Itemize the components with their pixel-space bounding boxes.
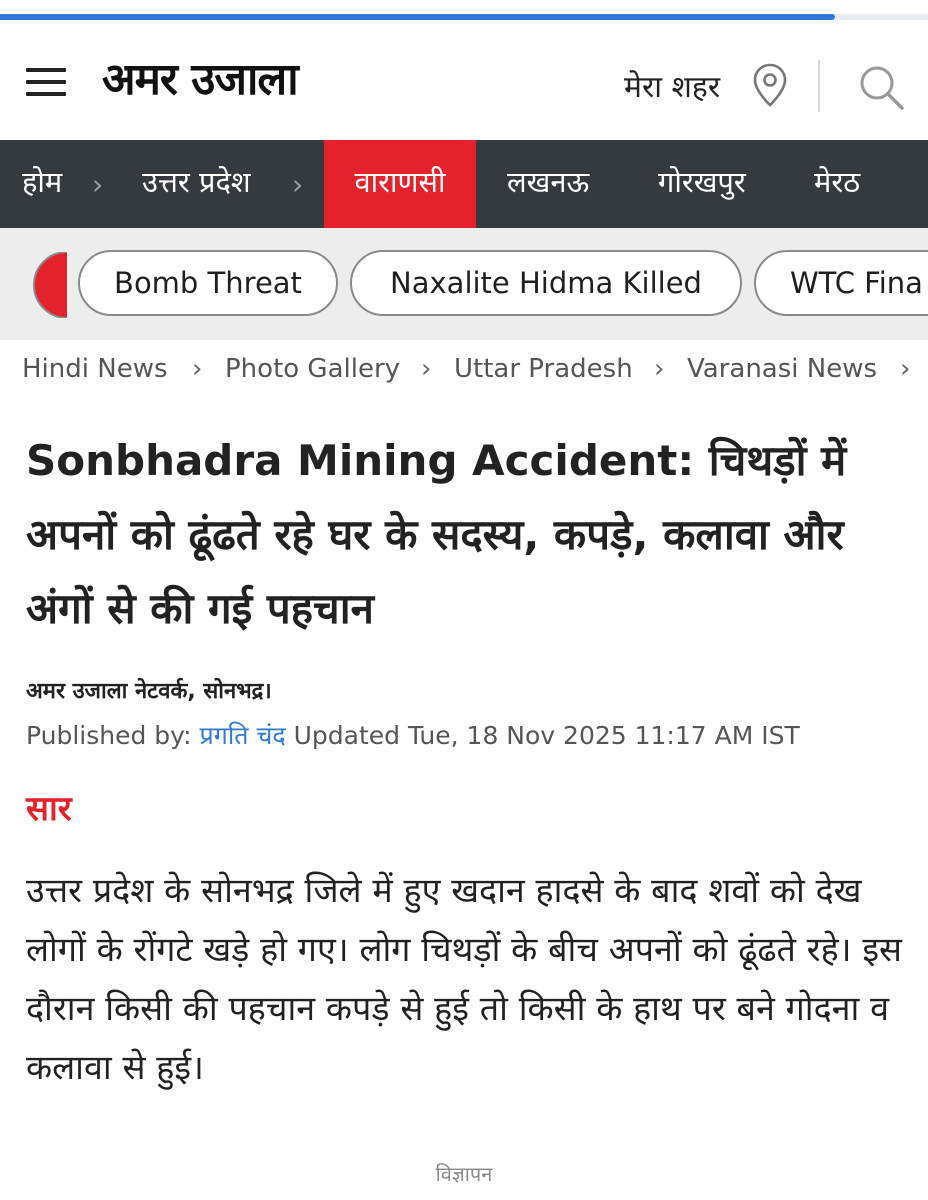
article-summary: उत्तर प्रदेश के सोनभद्र जिले में हुए खदान हादसे के बाद शवों को देख लोगों के रोंगटे खड़े हो गए। लोग चिथड़ों के बीच अपनों को ढूंढते रहे। इस दौरान किसी की पहचान कपड़े से हुई तो किसी के हाथ पर बने गोदना व कलावा से हुई। xyxy=(26,871,903,1088)
nav-chevron-icon: › xyxy=(92,168,104,201)
published-prefix: Published by: xyxy=(26,721,200,750)
breadcrumb-item-uttar-pradesh[interactable]: Uttar Pradesh xyxy=(454,354,633,384)
site-logo[interactable]: अमर उजाला xyxy=(102,54,298,105)
article-title: Sonbhadra Mining Accident: चिथड़ों में अपनों को ढूंढते रहे घर के सदस्य, कपड़े, कलावा और अंगों से की गई पहचान xyxy=(26,436,847,633)
breadcrumb-separator-icon: › xyxy=(421,354,432,384)
my-city-label[interactable]: मेरा शहर xyxy=(624,70,721,105)
tag-naxalite-hidma-killed[interactable]: Naxalite Hidma Killed xyxy=(350,250,742,316)
breadcrumb-separator-icon: › xyxy=(900,354,911,384)
breadcrumb-separator-icon: › xyxy=(654,354,665,384)
nav-item-home[interactable]: होम xyxy=(22,165,63,199)
article-published-info xyxy=(26,716,800,756)
summary-heading: सार xyxy=(26,789,72,829)
breadcrumb-item-hindi-news[interactable]: Hindi News xyxy=(22,354,168,384)
live-indicator-icon xyxy=(22,252,67,318)
search-icon[interactable] xyxy=(856,62,906,112)
author-link[interactable]: प्रगति चंद xyxy=(199,721,286,750)
trending-tags-strip xyxy=(0,228,928,340)
nav-item-lucknow[interactable]: लखनऊ xyxy=(507,165,590,199)
nav-item-gorakhpur[interactable]: गोरखपुर xyxy=(658,165,746,199)
site-header xyxy=(0,20,928,140)
header-divider xyxy=(818,60,820,112)
breadcrumb-item-varanasi-news[interactable]: Varanasi News xyxy=(687,354,878,384)
nav-item-varanasi[interactable]: वाराणसी xyxy=(324,140,476,228)
tag-wtc-final[interactable]: WTC Fina xyxy=(754,250,928,316)
breadcrumb-separator-icon: › xyxy=(192,354,203,384)
category-nav xyxy=(0,140,928,228)
advertisement-label: विज्ञापन xyxy=(435,1162,493,1186)
article-byline: अमर उजाला नेटवर्क, सोनभद्र। xyxy=(26,679,272,704)
map-pin-icon[interactable] xyxy=(752,62,788,108)
breadcrumb-item-photo-gallery[interactable]: Photo Gallery xyxy=(225,354,401,384)
tag-bomb-threat[interactable]: Bomb Threat xyxy=(78,250,338,316)
nav-item-meerut[interactable]: मेरठ xyxy=(814,165,861,199)
hamburger-icon[interactable] xyxy=(26,68,66,96)
nav-item-uttar-pradesh[interactable]: उत्तर प्रदेश xyxy=(142,165,251,199)
updated-timestamp: Updated Tue, 18 Nov 2025 11:17 AM IST xyxy=(285,721,800,750)
nav-chevron-icon: › xyxy=(292,168,304,201)
